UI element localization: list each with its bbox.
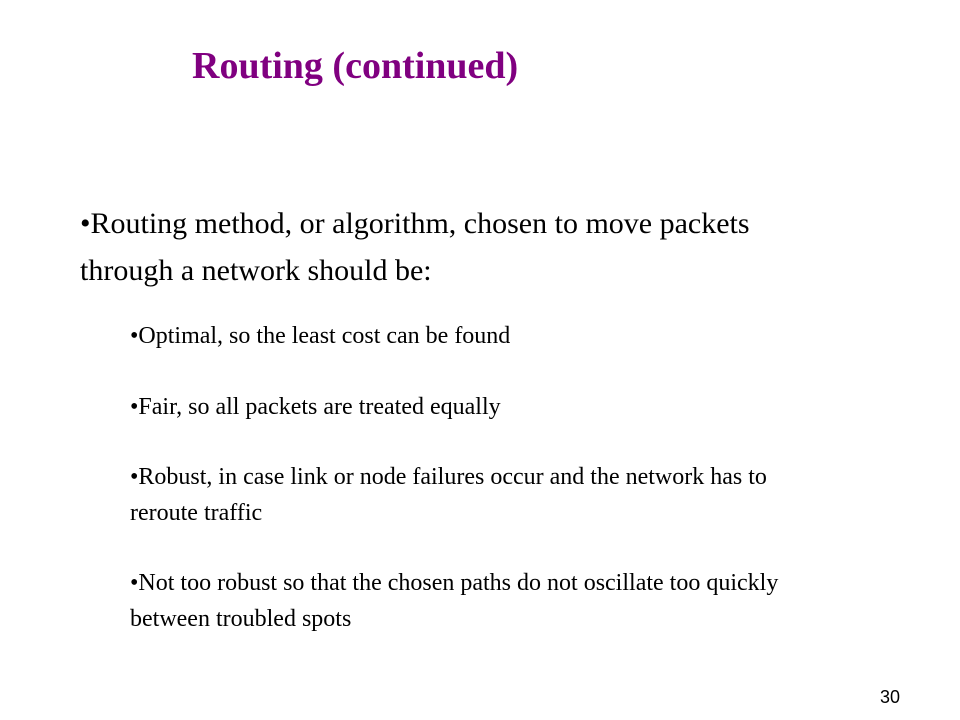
slide-title: Routing (continued) (192, 45, 519, 87)
sub-bullet-optimal: •Optimal, so the least cost can be found (130, 323, 511, 349)
sub-bullet-robust: •Robust, in case link or node failures occur and the network has to reroute traffic (130, 464, 767, 526)
main-bullet: •Routing method, or algorithm, chosen to move packets through a network should be: (80, 207, 750, 287)
sub-bullet-not-too-robust: •Not too robust so that the chosen paths do not oscillate too quickly between troubled spots (130, 570, 779, 632)
page-number: 30 (880, 687, 901, 707)
sub-bullet-fair: •Fair, so all packets are treated equally (130, 394, 501, 420)
